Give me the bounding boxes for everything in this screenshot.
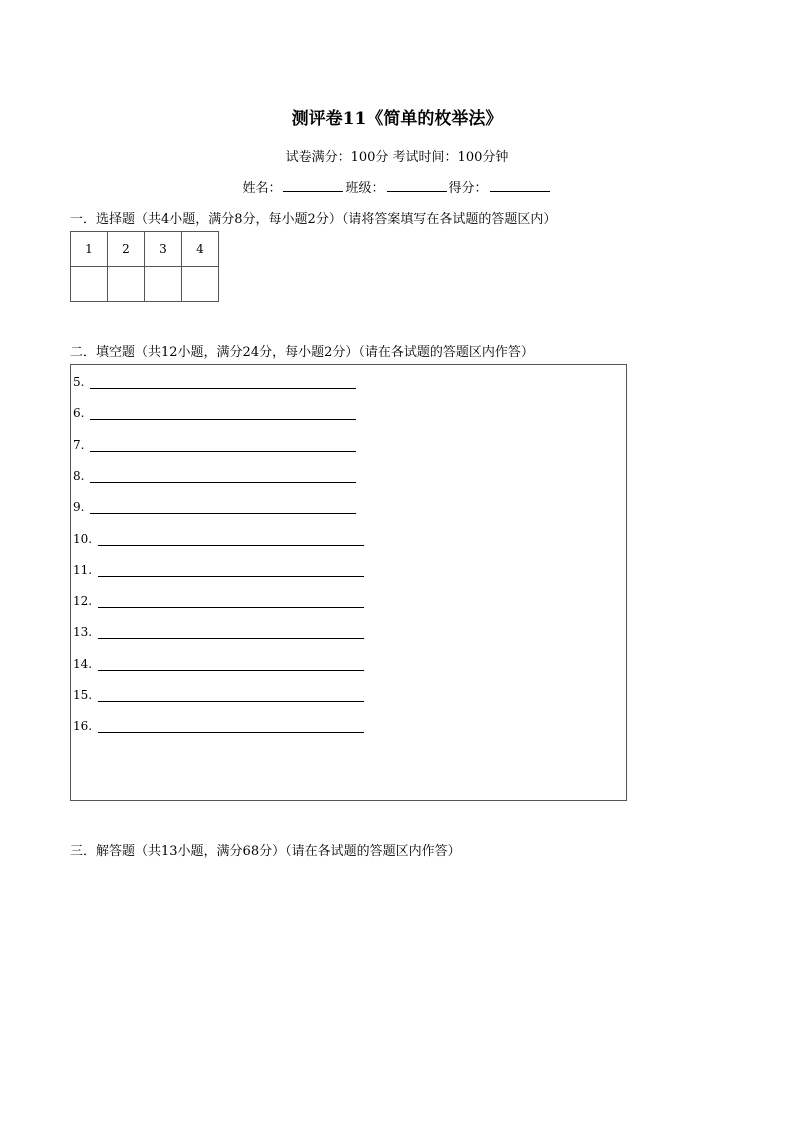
section-answer-heading: 三．解答题（共13小题，满分68分）（请在各试题的答题区内作答） [70,844,461,859]
choice-number: 3 [145,232,182,267]
choice-answer-cell[interactable] [145,267,182,302]
fill-item-number: 10. [73,531,93,546]
choice-number: 1 [71,232,108,267]
class-field[interactable] [387,178,447,192]
fill-item [73,469,356,483]
fill-item-number: 7. [73,437,85,452]
section-fill-heading: 二．填空题（共12小题，满分24分，每小题2分）（请在各试题的答题区内作答） [70,345,534,360]
score-field[interactable] [490,178,550,192]
fill-answer-line[interactable] [90,376,356,389]
fill-answer-line[interactable] [98,595,364,608]
fill-answer-line[interactable] [98,533,364,546]
choice-answer-table [70,231,219,302]
fill-item-number: 5. [73,375,85,389]
fill-item-number: 6. [73,406,85,421]
section-choice-heading: 一．选择题（共4小题，满分8分，每小题2分）（请将答案填写在各试题的答题区内） [70,212,557,227]
fill-item-number: 12. [73,594,93,609]
fill-answer-line[interactable] [90,439,356,452]
fill-item [73,688,364,702]
choice-number: 4 [182,232,219,267]
fill-item [73,594,364,608]
fill-answer-line[interactable] [98,564,364,577]
fill-item [73,500,356,514]
score-label: 得分： [448,181,488,196]
fill-item [73,375,356,389]
name-field[interactable] [283,178,343,192]
fill-item [73,657,364,671]
fill-item [73,532,364,546]
fill-item-number: 8. [73,468,85,483]
exam-meta: 试卷满分：100分 考试时间：100分钟 [285,150,509,165]
fill-item-number: 13. [73,625,93,640]
fill-answer-line[interactable] [98,689,364,702]
fill-answer-line[interactable] [90,407,356,420]
fill-item-number: 11. [73,562,93,577]
fill-item [73,563,364,577]
fill-item [73,406,356,420]
fill-answer-line[interactable] [90,501,356,514]
fill-answer-line[interactable] [98,626,364,639]
fill-answer-line[interactable] [98,658,364,671]
fill-item-number: 16. [73,719,93,734]
fill-item-number: 14. [73,656,93,671]
fill-item [73,625,364,639]
class-label: 班级： [345,181,385,196]
fill-item [73,438,356,452]
choice-answer-cell[interactable] [182,267,219,302]
fill-answer-line[interactable] [98,720,364,733]
fill-item-number: 9. [73,500,85,515]
fill-answer-line[interactable] [90,470,356,483]
name-label: 姓名： [242,181,282,196]
choice-answer-cell[interactable] [71,267,108,302]
fill-item-number: 15. [73,688,93,702]
choice-number: 2 [108,232,145,267]
fill-answer-box [70,364,627,801]
student-info [0,177,794,196]
choice-answer-cell[interactable] [108,267,145,302]
page-title: 测评卷11《简单的枚举法》 [291,109,503,129]
fill-item [73,719,364,733]
